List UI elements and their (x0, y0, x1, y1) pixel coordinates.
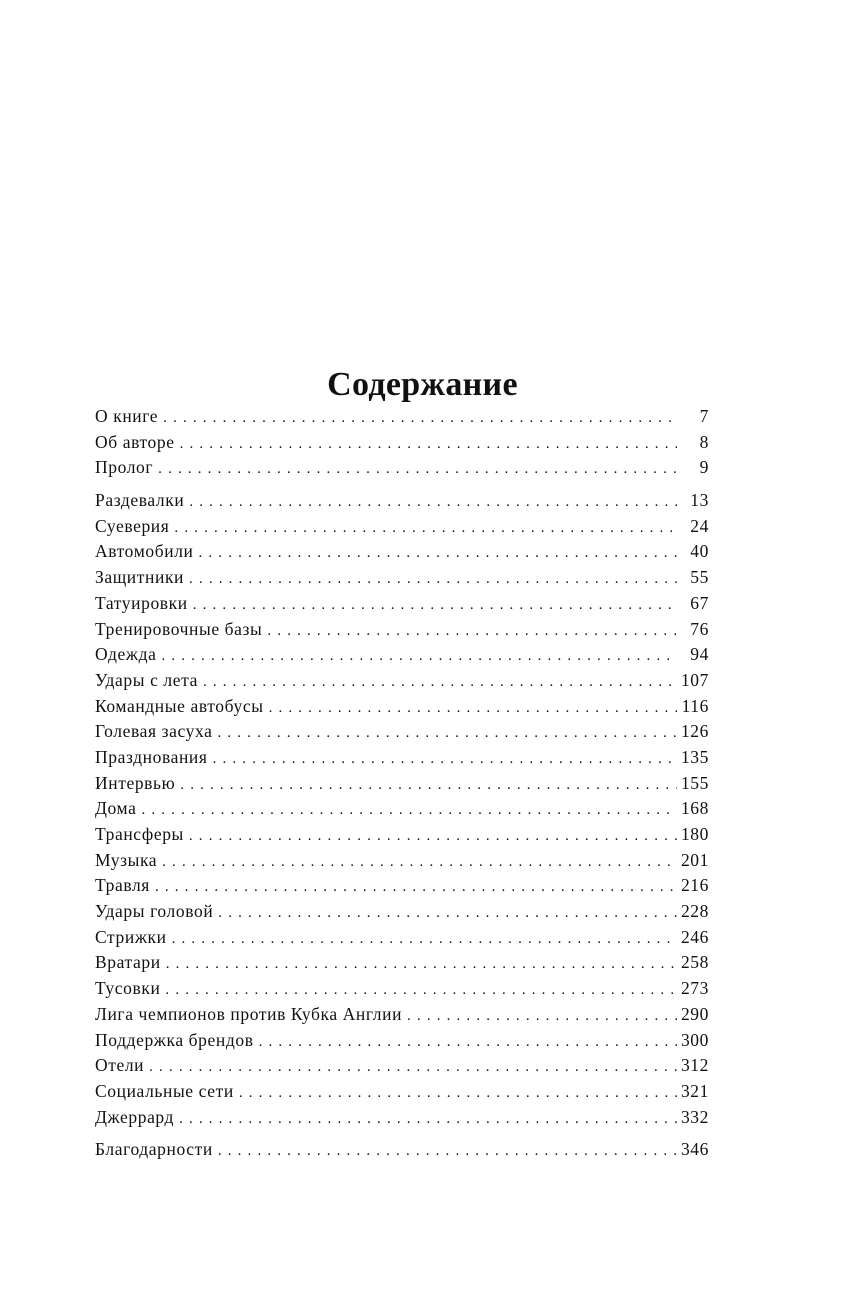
toc-entry-title: Интервью (95, 772, 176, 793)
toc-entry-page-number: 346 (680, 1139, 709, 1160)
toc-entry-page-number: 216 (680, 875, 709, 896)
toc-entry[interactable] (95, 430, 709, 456)
toc-entry[interactable] (95, 694, 709, 720)
toc-entry-title: Одежда (95, 644, 157, 665)
dot-leader (189, 824, 677, 850)
toc-entry-title: Об авторе (95, 431, 175, 452)
toc-entry-page-number: 228 (680, 901, 709, 922)
dot-leader (155, 875, 677, 901)
dot-leader (158, 457, 677, 483)
dot-leader (174, 516, 677, 542)
toc-entry-title: Удары с лета (95, 669, 198, 690)
toc-entry-page-number: 300 (680, 1029, 709, 1050)
toc-entry[interactable] (95, 848, 709, 874)
toc-entry-title: Празднования (95, 746, 208, 767)
toc-entry-title: Автомобили (95, 541, 194, 562)
toc-section (95, 404, 709, 481)
table-of-contents (95, 404, 709, 1163)
dot-leader (213, 747, 677, 773)
toc-entry[interactable] (95, 1002, 709, 1028)
dot-leader (269, 696, 677, 722)
toc-entry-page-number: 246 (680, 926, 709, 947)
toc-entry-page-number: 290 (680, 1003, 709, 1024)
dot-leader (267, 619, 677, 645)
toc-entry-title: Дома (95, 798, 137, 819)
toc-entry-page-number: 76 (690, 618, 709, 639)
toc-entry[interactable] (95, 1028, 709, 1054)
toc-entry[interactable] (95, 455, 709, 481)
toc-entry[interactable] (95, 617, 709, 643)
toc-entry[interactable] (95, 899, 709, 925)
toc-entry-page-number: 135 (680, 746, 709, 767)
toc-entry[interactable] (95, 514, 709, 540)
toc-entry[interactable] (95, 1079, 709, 1105)
toc-entry-page-number: 7 (699, 406, 709, 426)
toc-entry-page-number: 332 (680, 1106, 709, 1127)
dot-leader (163, 406, 677, 432)
toc-entry-page-number: 94 (690, 644, 709, 665)
dot-leader (179, 1107, 677, 1133)
toc-entry-title: Трансферы (95, 824, 184, 844)
dot-leader (180, 773, 677, 799)
toc-entry-page-number: 258 (680, 952, 709, 973)
toc-entry-title: Татуировки (95, 592, 188, 613)
toc-entry-page-number: 107 (680, 669, 709, 690)
dot-leader (180, 432, 677, 458)
toc-entry[interactable] (95, 822, 709, 848)
toc-entry-title: Стрижки (95, 926, 167, 947)
toc-entry-page-number: 201 (680, 849, 709, 870)
dot-leader (189, 567, 677, 593)
toc-entry-title: Отели (95, 1055, 145, 1076)
toc-entry-title: Удары головой (95, 901, 214, 922)
toc-entry-page-number: 168 (680, 798, 709, 819)
dot-leader (193, 593, 677, 619)
toc-entry-page-number: 13 (690, 490, 709, 511)
toc-entry-title: Джеррард (95, 1106, 175, 1127)
toc-entry-title: Тусовки (95, 978, 161, 999)
toc-entry-title: Пролог (95, 457, 154, 478)
toc-entry[interactable] (95, 539, 709, 565)
toc-entry[interactable] (95, 719, 709, 745)
toc-entry-page-number: 273 (680, 978, 709, 999)
toc-entry[interactable] (95, 1105, 709, 1131)
toc-entry[interactable] (95, 1137, 709, 1163)
dot-leader (259, 1030, 677, 1056)
dot-leader (217, 721, 676, 747)
toc-entry[interactable] (95, 404, 709, 430)
toc-entry-page-number: 126 (680, 721, 709, 742)
toc-entry[interactable] (95, 873, 709, 899)
toc-entry-title: Суеверия (95, 515, 170, 536)
toc-entry-page-number: 180 (680, 824, 709, 844)
toc-entry-page-number: 24 (690, 515, 709, 536)
toc-entry[interactable] (95, 950, 709, 976)
dot-leader (172, 927, 677, 953)
toc-entry-page-number: 40 (690, 541, 709, 562)
toc-entry-title: Благодарности (95, 1139, 213, 1160)
toc-entry[interactable] (95, 668, 709, 694)
toc-entry-page-number: 116 (681, 695, 709, 716)
dot-leader (218, 1139, 677, 1165)
toc-entry-title: Музыка (95, 849, 158, 870)
dot-leader (189, 490, 677, 516)
toc-entry[interactable] (95, 925, 709, 951)
dot-leader (162, 850, 677, 876)
toc-entry-page-number: 155 (680, 772, 709, 793)
dot-leader (239, 1081, 677, 1107)
toc-entry-title: Травля (95, 875, 150, 896)
toc-entry[interactable] (95, 591, 709, 617)
dot-leader (141, 798, 676, 824)
toc-entry[interactable] (95, 1053, 709, 1079)
toc-entry[interactable] (95, 488, 709, 514)
dot-leader (165, 978, 677, 1004)
toc-entry-page-number: 321 (680, 1080, 709, 1101)
toc-entry-page-number: 9 (699, 457, 709, 478)
toc-entry-title: Раздевалки (95, 490, 185, 511)
toc-entry-page-number: 8 (699, 431, 709, 452)
toc-entry-title: О книге (95, 406, 159, 426)
toc-entry[interactable] (95, 796, 709, 822)
dot-leader (166, 952, 677, 978)
toc-entry[interactable] (95, 565, 709, 591)
toc-entry[interactable] (95, 771, 709, 797)
toc-section (95, 1137, 709, 1163)
toc-entry-title: Лига чемпионов против Кубка Англии (95, 1003, 403, 1024)
dot-leader (199, 541, 678, 567)
toc-entry-title: Командные автобусы (95, 695, 264, 716)
toc-entry-title: Защитники (95, 567, 185, 588)
dot-leader (149, 1055, 677, 1081)
dot-leader (407, 1004, 677, 1030)
toc-entry-title: Социальные сети (95, 1080, 234, 1101)
toc-entry-title: Вратари (95, 952, 161, 973)
toc-entry-page-number: 67 (690, 592, 709, 613)
dot-leader (218, 901, 677, 927)
toc-entry[interactable] (95, 642, 709, 668)
toc-entry-title: Тренировочные базы (95, 618, 263, 639)
toc-entry-page-number: 312 (680, 1055, 709, 1076)
dot-leader (203, 670, 677, 696)
toc-section (95, 488, 709, 1130)
toc-entry[interactable] (95, 745, 709, 771)
page-title: Содержание (327, 365, 518, 403)
toc-entry-title: Голевая засуха (95, 721, 213, 742)
dot-leader (161, 644, 677, 670)
toc-entry-page-number: 55 (690, 567, 709, 588)
toc-entry-title: Поддержка брендов (95, 1029, 254, 1050)
toc-entry[interactable] (95, 976, 709, 1002)
